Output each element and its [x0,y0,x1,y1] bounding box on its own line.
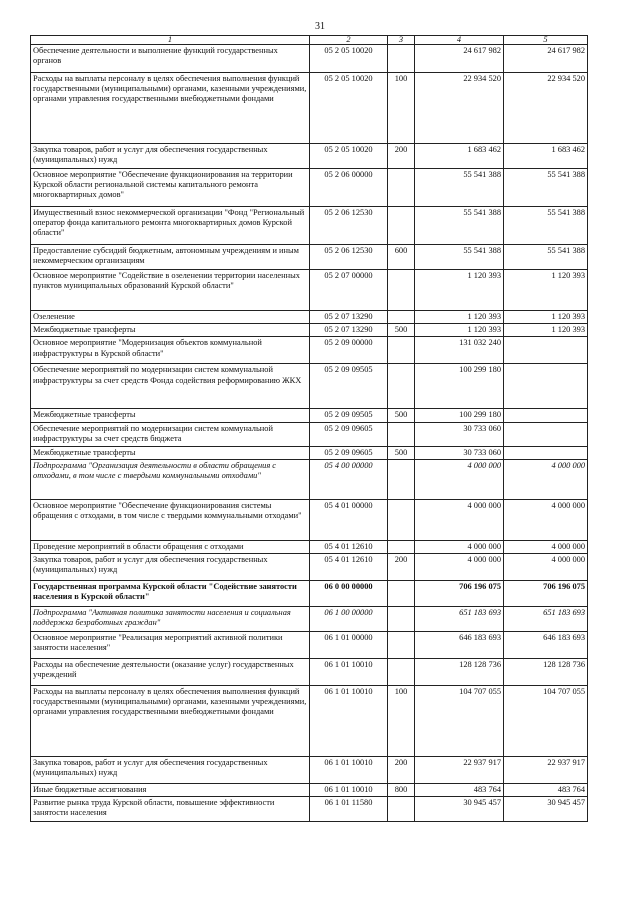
row-name-cell: Озеленение [31,311,310,324]
row-sum1-cell: 651 183 693 [415,607,504,632]
row-name-cell: Закупка товаров, работ и услуг для обеспечения государственных (муниципальных) нужд [31,757,310,784]
row-code-cell: 05 2 07 13290 [310,311,388,324]
row-sum2-cell: 22 934 520 [504,73,588,144]
table-row [31,797,588,822]
row-name-cell: Межбюджетные трансферты [31,446,310,459]
budget-table [30,35,588,822]
row-name-cell: Основное мероприятие "Модернизация объектов коммунальной инфраструктуры в Курской области" [31,337,310,364]
row-name-cell: Межбюджетные трансферты [31,409,310,422]
row-vr-cell: 600 [388,245,415,270]
row-vr-cell [388,169,415,207]
row-sum1-cell: 1 120 393 [415,324,504,337]
table-row [31,144,588,169]
row-name-cell: Обеспечение деятельности и выполнение функций государственных органов [31,45,310,73]
table-row [31,554,588,581]
row-name-cell: Основное мероприятие "Обеспечение функционирования системы обращения с отходами, в том числе с твердыми коммунальными отходами" [31,499,310,540]
row-sum2-cell: 128 128 736 [504,659,588,686]
table-row [31,686,588,757]
row-sum1-cell: 483 764 [415,784,504,797]
row-name-cell: Проведение мероприятий в области обращения с отходами [31,540,310,553]
row-sum2-cell: 646 183 693 [504,632,588,659]
row-sum2-cell: 483 764 [504,784,588,797]
table-row [31,757,588,784]
row-code-cell: 05 4 00 00000 [310,459,388,499]
row-sum1-cell: 30 733 060 [415,446,504,459]
table-row [31,245,588,270]
row-code-cell: 05 2 09 09605 [310,446,388,459]
row-code-cell: 06 1 01 10010 [310,784,388,797]
row-vr-cell [388,311,415,324]
row-vr-cell [388,797,415,822]
table-row [31,581,588,607]
row-sum1-cell: 1 120 393 [415,311,504,324]
row-vr-cell: 200 [388,144,415,169]
table-row [31,422,588,446]
row-sum1-cell: 646 183 693 [415,632,504,659]
table-row [31,409,588,422]
row-sum1-cell: 706 196 075 [415,581,504,607]
row-name-cell: Закупка товаров, работ и услуг для обеспечения государственных (муниципальных) нужд [31,144,310,169]
table-row [31,270,588,311]
row-vr-cell [388,632,415,659]
col-header-1: 1 [31,36,310,45]
row-vr-cell [388,459,415,499]
row-vr-cell [388,540,415,553]
row-sum2-cell: 24 617 982 [504,45,588,73]
row-vr-cell [388,270,415,311]
row-vr-cell [388,581,415,607]
row-name-cell: Иные бюджетные ассигнования [31,784,310,797]
row-vr-cell: 500 [388,324,415,337]
row-sum1-cell: 1 120 393 [415,270,504,311]
row-sum2-cell: 706 196 075 [504,581,588,607]
row-code-cell: 05 4 01 12610 [310,554,388,581]
row-code-cell: 06 1 01 10010 [310,686,388,757]
table-row [31,784,588,797]
row-code-cell: 05 2 07 13290 [310,324,388,337]
row-sum1-cell: 4 000 000 [415,499,504,540]
row-sum2-cell [504,422,588,446]
row-vr-cell: 200 [388,757,415,784]
row-sum2-cell [504,364,588,409]
row-sum2-cell: 1 683 462 [504,144,588,169]
row-name-cell: Предоставление субсидий бюджетным, автономным учреждениям и иным некоммерческим организациям [31,245,310,270]
row-sum1-cell: 1 683 462 [415,144,504,169]
row-code-cell: 06 1 01 11580 [310,797,388,822]
row-vr-cell [388,207,415,245]
row-sum2-cell: 104 707 055 [504,686,588,757]
row-code-cell: 06 0 00 00000 [310,581,388,607]
row-code-cell: 05 2 05 10020 [310,73,388,144]
row-sum1-cell: 128 128 736 [415,659,504,686]
table-row [31,607,588,632]
row-sum1-cell: 4 000 000 [415,459,504,499]
row-code-cell: 05 2 06 12530 [310,245,388,270]
row-sum2-cell: 22 937 917 [504,757,588,784]
row-name-cell: Расходы на выплаты персоналу в целях обеспечения выполнения функций государственными (муниципальными) органами, казенными учреждениями, органами управления государственными внебюджетными фондами [31,73,310,144]
row-vr-cell: 200 [388,554,415,581]
row-sum2-cell: 4 000 000 [504,499,588,540]
row-vr-cell [388,607,415,632]
row-sum1-cell: 55 541 388 [415,207,504,245]
row-sum1-cell: 100 299 180 [415,364,504,409]
row-code-cell: 05 2 09 09605 [310,422,388,446]
row-sum1-cell: 131 032 240 [415,337,504,364]
table-row [31,632,588,659]
table-row [31,45,588,73]
row-vr-cell: 500 [388,446,415,459]
row-name-cell: Основное мероприятие "Обеспечение функционирования на территории Курской области региональной системы капитального ремонта многоквартирных домов" [31,169,310,207]
table-row [31,207,588,245]
row-name-cell: Обеспечение мероприятий по модернизации систем коммунальной инфраструктуры за счет средств Фонда содействия реформированию ЖКХ [31,364,310,409]
row-sum1-cell: 22 934 520 [415,73,504,144]
row-sum2-cell: 55 541 388 [504,207,588,245]
row-code-cell: 06 1 01 10010 [310,659,388,686]
col-header-2: 2 [310,36,388,45]
row-vr-cell: 100 [388,686,415,757]
row-code-cell: 05 2 05 10020 [310,144,388,169]
row-sum2-cell: 1 120 393 [504,270,588,311]
row-sum2-cell: 4 000 000 [504,540,588,553]
col-header-5: 5 [504,36,588,45]
row-name-cell: Обеспечение мероприятий по модернизации систем коммунальной инфраструктуры за счет средств бюджета [31,422,310,446]
row-sum2-cell [504,409,588,422]
row-code-cell: 05 2 09 00000 [310,337,388,364]
row-vr-cell [388,499,415,540]
row-name-cell: Развитие рынка труда Курской области, повышение эффективности занятости населения [31,797,310,822]
row-sum2-cell: 55 541 388 [504,245,588,270]
row-sum2-cell: 30 945 457 [504,797,588,822]
row-sum1-cell: 4 000 000 [415,554,504,581]
row-name-cell: Основное мероприятие "Содействие в озеленении территории населенных пунктов муниципальных образований Курской области" [31,270,310,311]
table-row [31,499,588,540]
row-sum1-cell: 4 000 000 [415,540,504,553]
row-name-cell: Закупка товаров, работ и услуг для обеспечения государственных (муниципальных) нужд [31,554,310,581]
row-name-cell: Подпрограмма "Организация деятельности в области обращения с отходами, в том числе с твердыми коммунальными отходами" [31,459,310,499]
row-sum1-cell: 55 541 388 [415,245,504,270]
row-sum2-cell: 55 541 388 [504,169,588,207]
table-row [31,324,588,337]
row-vr-cell [388,422,415,446]
table-row [31,73,588,144]
row-name-cell: Межбюджетные трансферты [31,324,310,337]
row-vr-cell [388,45,415,73]
table-body [31,45,588,822]
row-code-cell: 05 2 05 10020 [310,45,388,73]
row-code-cell: 06 1 01 10010 [310,757,388,784]
row-sum1-cell: 24 617 982 [415,45,504,73]
row-name-cell: Имущественный взнос некоммерческой организации "Фонд "Региональный оператор фонда капитального ремонта многоквартирных домов Курской области" [31,207,310,245]
table-row [31,659,588,686]
table-row [31,311,588,324]
table-row [31,540,588,553]
row-sum2-cell: 1 120 393 [504,324,588,337]
row-sum2-cell: 4 000 000 [504,459,588,499]
row-name-cell: Расходы на обеспечение деятельности (оказание услуг) государственных учреждений [31,659,310,686]
row-name-cell: Подпрограмма "Активная политика занятости населения и социальная поддержка безработных граждан" [31,607,310,632]
row-code-cell: 06 1 00 00000 [310,607,388,632]
row-sum1-cell: 22 937 917 [415,757,504,784]
row-sum1-cell: 104 707 055 [415,686,504,757]
row-sum1-cell: 30 945 457 [415,797,504,822]
row-code-cell: 05 2 06 00000 [310,169,388,207]
row-vr-cell: 800 [388,784,415,797]
row-sum2-cell: 1 120 393 [504,311,588,324]
table-row [31,364,588,409]
row-sum2-cell: 651 183 693 [504,607,588,632]
row-name-cell: Государственная программа Курской области "Содействие занятости населения в Курской области" [31,581,310,607]
row-vr-cell [388,364,415,409]
page-number: 31 [315,21,325,32]
row-name-cell: Основное мероприятие "Реализация мероприятий активной политики занятости населения" [31,632,310,659]
table-row [31,459,588,499]
header-row [31,36,588,45]
row-code-cell: 05 2 06 12530 [310,207,388,245]
row-sum2-cell [504,337,588,364]
row-vr-cell [388,659,415,686]
row-code-cell: 05 4 01 00000 [310,499,388,540]
table-row [31,446,588,459]
row-code-cell: 05 4 01 12610 [310,540,388,553]
row-sum2-cell: 4 000 000 [504,554,588,581]
row-vr-cell: 500 [388,409,415,422]
table-row [31,169,588,207]
table-row [31,337,588,364]
row-sum2-cell [504,446,588,459]
row-code-cell: 05 2 09 09505 [310,364,388,409]
row-code-cell: 05 2 09 09505 [310,409,388,422]
row-sum1-cell: 100 299 180 [415,409,504,422]
row-code-cell: 06 1 01 00000 [310,632,388,659]
col-header-3: 3 [388,36,415,45]
row-vr-cell [388,337,415,364]
row-vr-cell: 100 [388,73,415,144]
col-header-4: 4 [415,36,504,45]
row-code-cell: 05 2 07 00000 [310,270,388,311]
row-sum1-cell: 55 541 388 [415,169,504,207]
row-name-cell: Расходы на выплаты персоналу в целях обеспечения выполнения функций государственными (муниципальными) органами, казенными учреждениями, органами управления государственными внебюджетными фондами [31,686,310,757]
row-sum1-cell: 30 733 060 [415,422,504,446]
